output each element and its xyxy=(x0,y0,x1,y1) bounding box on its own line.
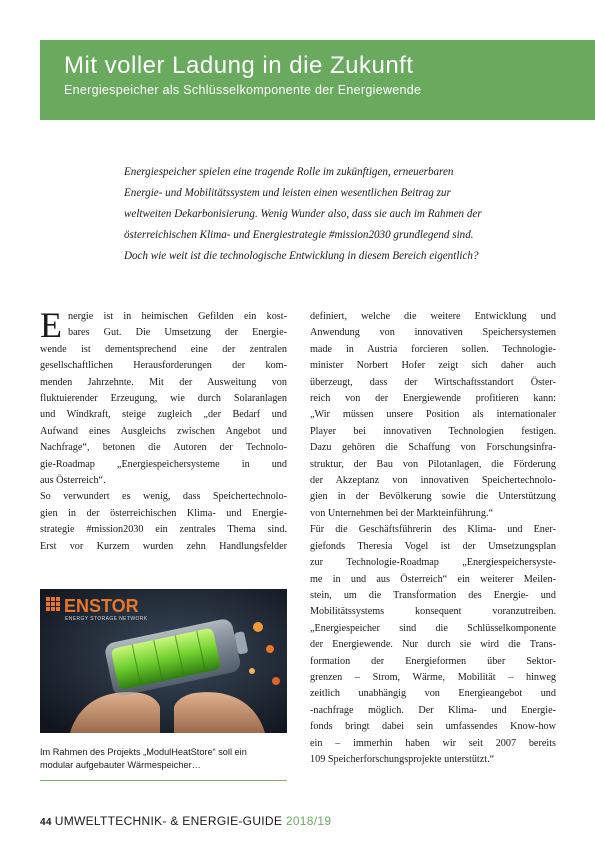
body-line: wende ist dementsprechend eine der zentralen xyxy=(40,343,287,355)
body-line: zur Technologie-Roadmap „Energiespeichersyste- xyxy=(310,557,556,569)
body-line: Mobilitätssystems konsequent voranzutreiben. xyxy=(310,606,556,618)
intro-line: Energiespeicher spielen eine tragende Rolle im zukünftigen, erneuerbaren xyxy=(124,166,454,178)
article-subtitle: Energiespeicher als Schlüsselkomponente der Energiewende xyxy=(64,83,422,97)
body-line: ein – immerhin haben wir seit 2007 bereits xyxy=(310,737,556,749)
body-line: „Wir müssen unsere Position als internationaler xyxy=(310,409,556,421)
body-line: Anwendung von innovativen Speichersystemen xyxy=(310,327,556,339)
body-line: „Energiespeicher sind die Schlüsselkomponente xyxy=(310,622,556,634)
body-line: Dazu gehören die Schaffung von Forschungsinfra- xyxy=(310,442,556,454)
body-line: -nachfrage möglich. Der Klima- und Energie- xyxy=(310,704,556,716)
body-line: formation der Energieformen über Sektor- xyxy=(310,655,556,667)
body-line: und Windkraft, steige zugleich „der Bedarf und xyxy=(40,409,287,421)
body-line: bares Gut. Die Umsetzung der Energie- xyxy=(68,327,287,339)
body-line: minister Norbert Hofer zeigt sich daher auch xyxy=(310,360,556,372)
body-line: Player bei innovativen Technologien festigen. xyxy=(310,425,556,437)
page-number: 44 xyxy=(40,817,52,828)
body-line: gie-Roadmap „Energiespeichersysteme in und xyxy=(40,458,287,470)
body-line: stein, um die Transformation des Energie- und xyxy=(310,589,556,601)
body-line: der Akzeptanz von innovativen Speichertechnolo- xyxy=(310,475,556,487)
title-banner xyxy=(40,40,595,120)
body-line: von Unternehmen bei der Markteinführung.“ xyxy=(310,507,494,519)
intro-line: österreichischen Klima- und Energiestrategie #mission2030 grundlegend sind. xyxy=(124,229,474,241)
enstor-logo-text: ENSTOR xyxy=(64,596,139,616)
body-line: gesellschaftlichen Herausforderungen der kom- xyxy=(40,360,287,372)
body-column-left xyxy=(40,305,287,555)
intro-line: Energie- und Mobilitätssystem und leisten einen wesentlichen Beitrag zur xyxy=(124,187,451,199)
body-line: 109 Speicherforschungsprojekte unterstützt.“ xyxy=(310,753,495,765)
body-line: So verwundert es wenig, dass Speichertechnolo- xyxy=(40,491,287,503)
body-line: menden Jahrzehnte. Mit der Ausweitung von xyxy=(40,376,287,388)
body-line: Aufwand eines Ausgleichs zwischen Angebot und xyxy=(40,425,287,437)
body-line: me in und aus Österreich“ ein weiterer Meilen- xyxy=(310,573,556,585)
drop-cap: E xyxy=(40,305,62,345)
body-line: gien in der Bevölkerung sowie die Unterstützung xyxy=(310,491,556,503)
enstor-logo-subtext: ENERGY STORAGE NETWORK xyxy=(65,616,148,622)
publication-year: 2018/19 xyxy=(285,814,332,828)
body-line: überzeugt, dass der Wirtschaftsstandort Öster- xyxy=(310,376,556,388)
body-line: grenzen – Strom, Wärme, Mobilität – hinweg xyxy=(310,671,556,683)
body-line: made in Austria forcieren sollen. Technologie- xyxy=(310,343,556,355)
intro-paragraph xyxy=(124,162,544,267)
body-line: definiert, welche die weitere Entwicklung und xyxy=(310,311,556,322)
caption-line: Im Rahmen des Projekts „ModulHeatStore“ soll ein xyxy=(40,747,247,757)
body-line: Erst vor Kurzem wurden zehn Handlungsfelder xyxy=(40,540,287,552)
body-line: aus Österreich“. xyxy=(40,475,106,487)
intro-line: Doch wie weit ist die technologische Entwicklung in diesem Bereich eigentlich? xyxy=(124,250,479,262)
caption-divider xyxy=(40,780,287,781)
body-line: gien in der österreichischen Klima- und Energie- xyxy=(40,507,287,519)
body-line: fluktuierender Erzeugung, wie durch Solaranlagen xyxy=(40,393,287,405)
body-column-right xyxy=(310,309,556,768)
body-line: der Energiewende. Nur durch sie wird die Trans- xyxy=(310,639,556,651)
enstor-logo-icon xyxy=(46,597,60,611)
body-line: fonds bringt dabei sein umfassendes Know-how xyxy=(310,721,556,733)
body-line: Für die Geschäftsführerin des Klima- und Ener- xyxy=(310,524,556,536)
body-line: struktur, der Bau von Pilotanlagen, die Förderung xyxy=(310,458,556,470)
article-title: Mit voller Ladung in die Zukunft xyxy=(64,52,414,79)
body-line: nergie ist in heimischen Gefilden ein kost- xyxy=(68,311,287,322)
body-line: strategie #mission2030 ein zentrales Thema sind. xyxy=(40,524,287,536)
intro-line: weltweiten Dekarbonisierung. Wenig Wunder also, dass sie auch im Rahmen der xyxy=(124,208,482,220)
body-line: Nachfrage“, betonen die Autoren der Technolo- xyxy=(40,442,287,454)
article-photo xyxy=(40,589,287,733)
body-line: giefonds Theresia Vogel ist der Umsetzungsplan xyxy=(310,540,556,552)
battery-hands-illustration xyxy=(40,589,287,733)
body-line: zeitlich unabhängig von Energieangebot und xyxy=(310,688,556,700)
page-footer xyxy=(40,814,331,828)
photo-caption xyxy=(40,746,287,772)
caption-line: modular aufgebauter Wärmespeicher… xyxy=(40,760,201,770)
body-line: reich von der Energiewende profitieren kann: xyxy=(310,393,556,405)
publication-name: UMWELTTECHNIK- & ENERGIE-GUIDE xyxy=(54,814,283,828)
